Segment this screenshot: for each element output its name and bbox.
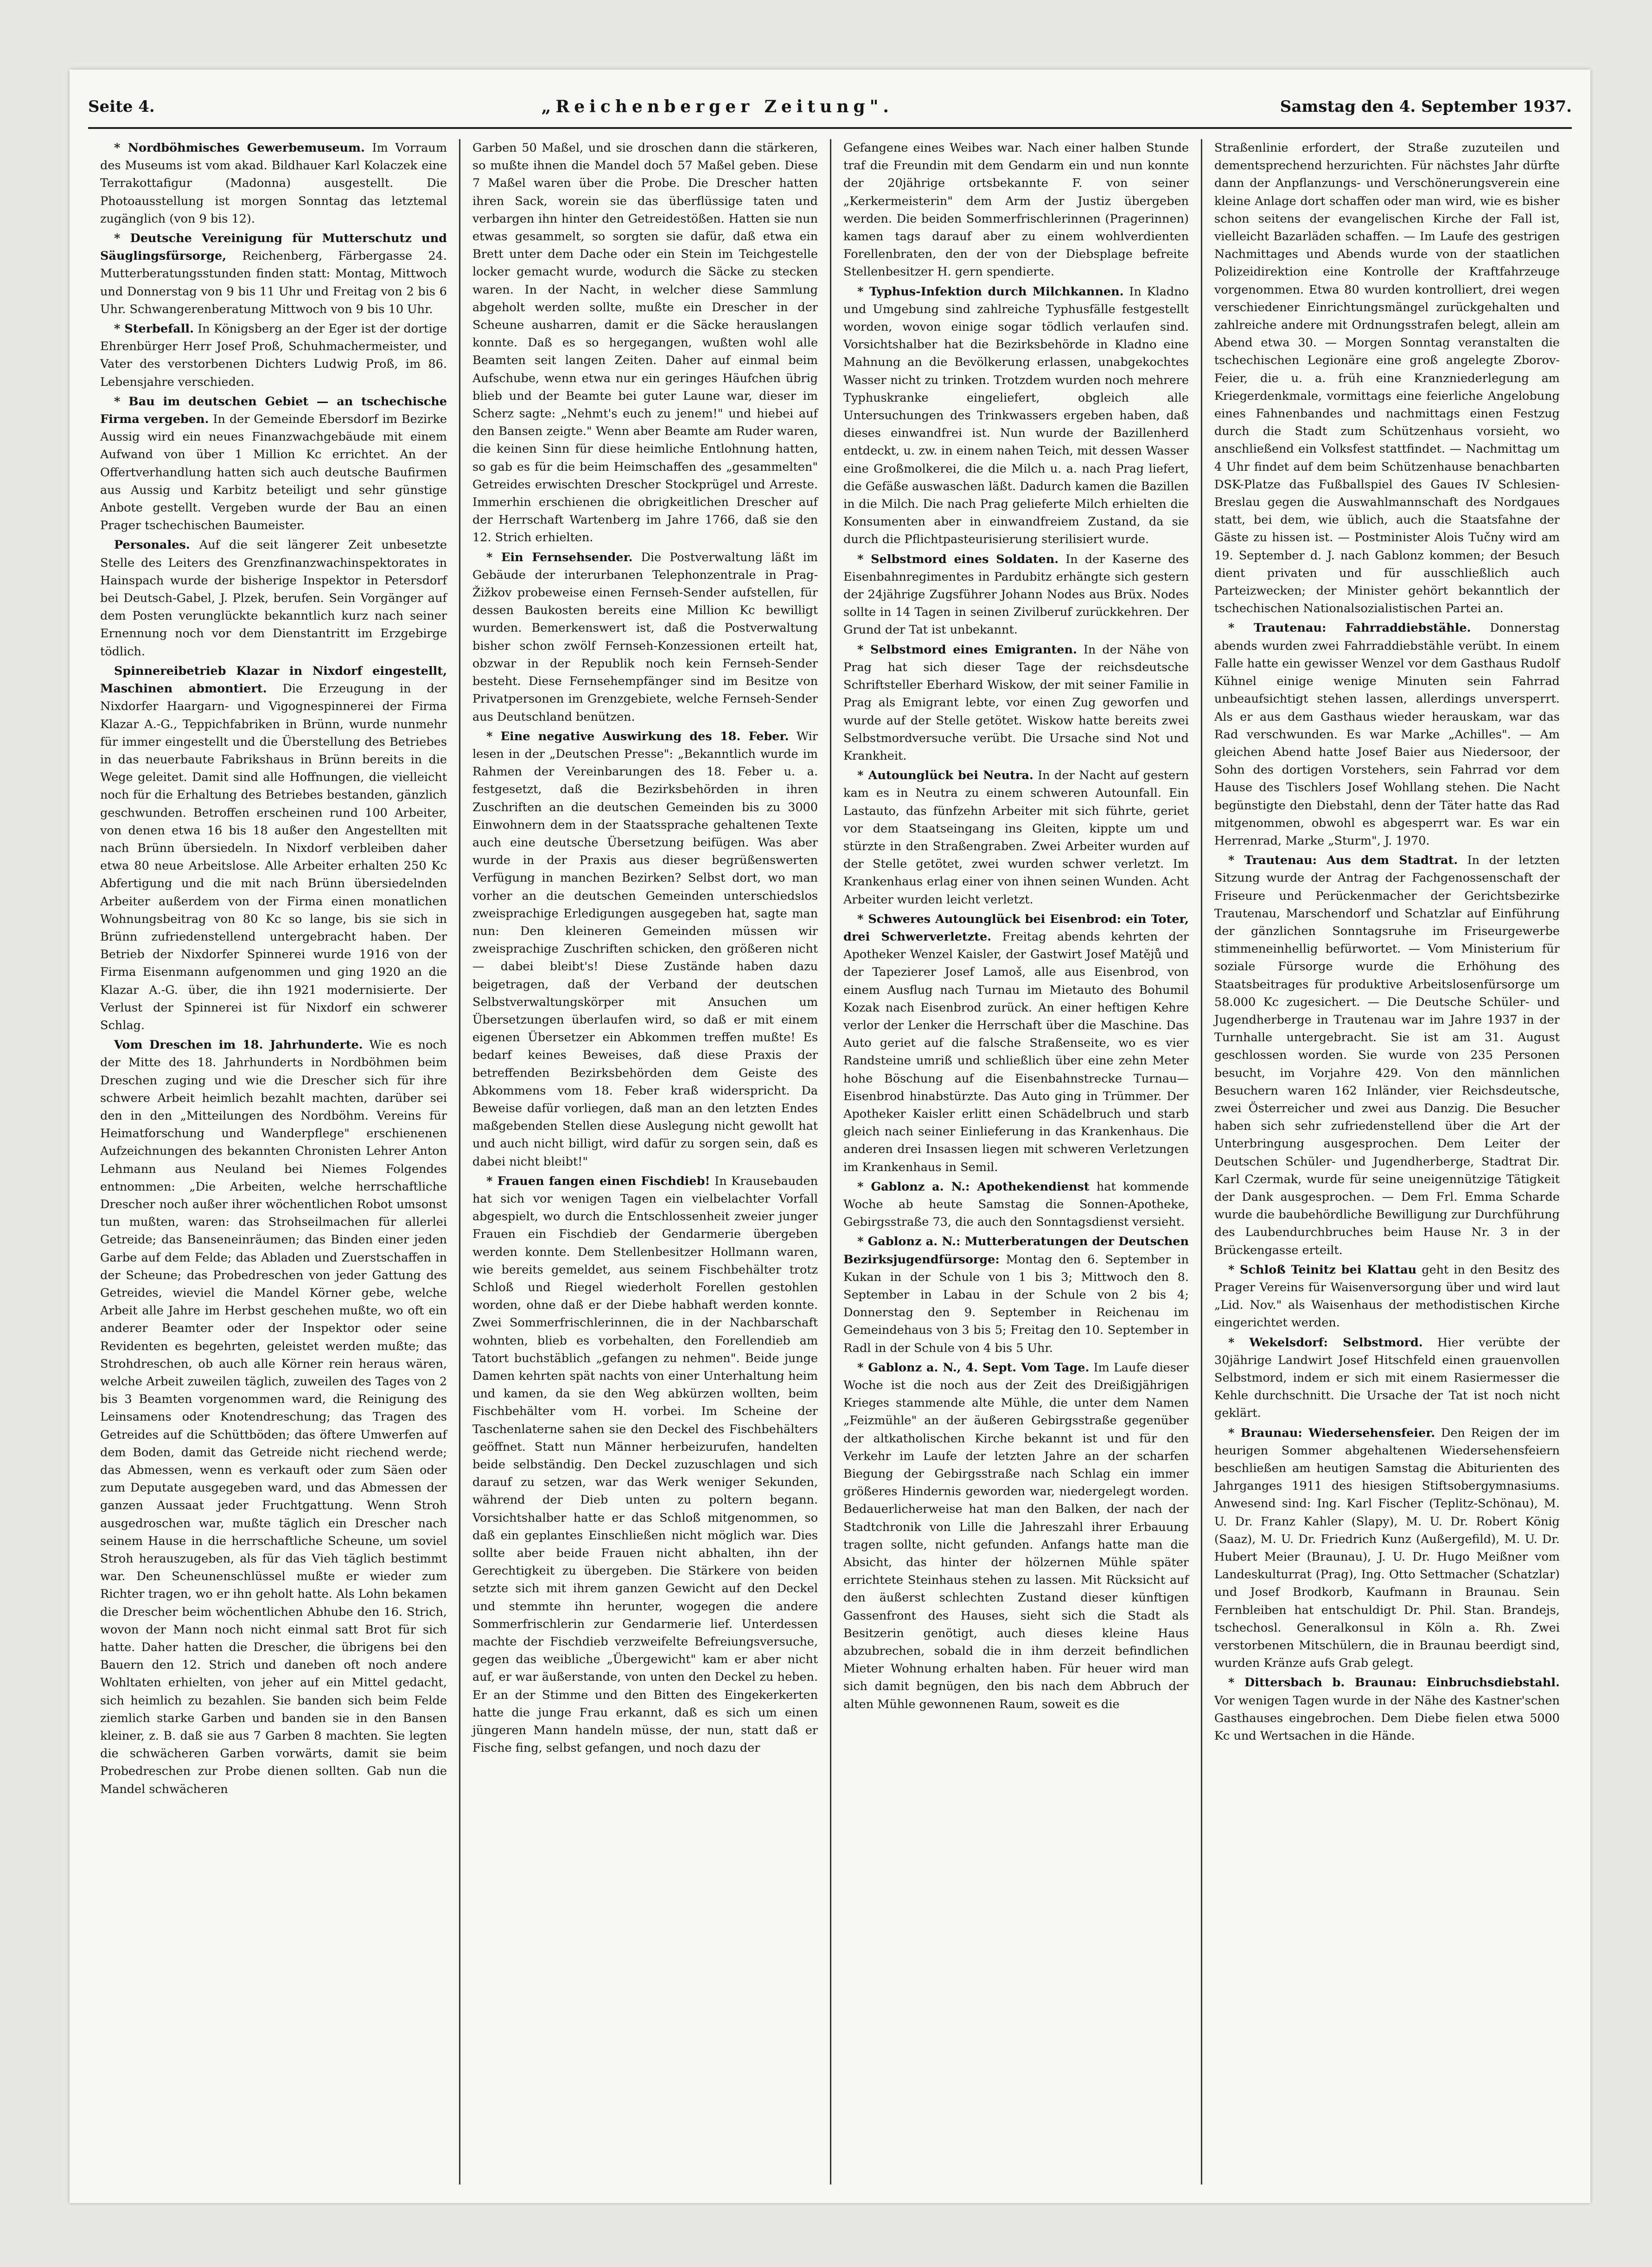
article-headline: * Trautenau: Fahrraddiebstähle. xyxy=(1228,621,1471,635)
news-article xyxy=(1214,1334,1560,1422)
article-body: Den Reigen der im heurigen Sommer abgehaltenen Wiedersehensfeiern beschließen am heutigen Samstag die Abiturienten des Jahrganges 1911 des hiesigen Stiftsobergymnasiums. Anwesend sind: Ing. Karl Fischer (Teplitz-Schönau), M. U. Dr. Franz Kahler (Slapy), M. U. Dr. Robert König (Saaz), M. U. Dr. Friedrich Kunz (Außergefild), M. U. Dr. Hubert Meier (Braunau), J. U. Dr. Hugo Meißner vom Landeskulturrat (Prag), Ing. Otto Settmacher (Schatzlar) und Josef Brodkorb, Kaufmann in Braunau. Sein Fernbleiben hat entschuldigt Dr. Phil. Stan. Brandejs, tschechosl. Generalkonsul in Köln a. Rh. Zwei verstorbenen Mitschülern, die in Braunau beerdigt sind, wurden Kränze aufs Grab gelegt. xyxy=(1214,1426,1560,1671)
news-article xyxy=(843,910,1189,1176)
article-headline: * Nordböhmisches Gewerbemuseum. xyxy=(114,141,365,155)
news-article xyxy=(472,549,818,726)
article-body: Die Erzeugung in der Nixdorfer Haargarn- und Vigognespinnerei der Firma Klazar A.-G., Teppichfabriken in Brünn, wurde nunmehr für immer eingestellt und die Überstellung des Betriebes in das neuerbaute Fabrikshaus in Brünn bereits in die Wege geleitet. Damit sind alle Hoffnungen, die vielleicht noch für die Erhaltung des Betriebes bestanden, gänzlich geschwunden. Betroffen erscheinen rund 100 Arbeiter, von denen etwa 16 bis 18 außer den Angestellten mit nach Brünn übersiedeln. In Nixdorf verbleiben daher etwa 80 neue Arbeitslose. Alle Arbeiter erhalten 250 Kc Abfertigung und die mit nach Brünn übersiedelnden Arbeiter außerdem von der Firma einen monatlichen Wohnungsbeitrag von 80 Kc so lange, bis sie sich in Brünn zufriedenstellend untergebracht haben. Der Betrieb der Nixdorfer Spinnerei wurde 1916 von der Firma Eisenmann aufgenommen und ging 1920 an die Klazar A.-G. über, die ihn 1921 modernisierte. Der Verlust der Spinnerei ist für Nixdorf ein schwerer Schlag. xyxy=(100,682,447,1032)
article-headline: * Gablonz a. N.: Apothekendienst xyxy=(857,1179,1090,1194)
news-article xyxy=(843,1233,1189,1357)
column-4 xyxy=(1201,139,1572,2184)
article-headline: * Frauen fangen einen Fischdieb! xyxy=(486,1174,710,1188)
article-body: In der Nähe von Prag hat sich dieser Tage der reichsdeutsche Schriftsteller Eberhard Wiskow, der mit seiner Familie in Prag als Emigrant lebte, vor einen Zug geworfen und wurde auf der Stelle getötet. Wiskow hatte bereits zwei Selbstmordversuche verübt. Die Ursache sind Not und Krankheit. xyxy=(843,642,1189,763)
column-3 xyxy=(830,139,1201,2184)
article-headline: * Braunau: Wiedersehensfeier. xyxy=(1228,1426,1435,1440)
article-headline: * Dittersbach b. Braunau: Einbruchsdiebstahl. xyxy=(1228,1676,1560,1690)
article-body: In der Kaserne des Eisenbahnregimentes in Pardubitz erhängte sich gestern der 24jährige Zugsführer Johann Nodes aus Brüx. Nodes sollte in 14 Tagen in seinen Zivilberuf zurückkehren. Der Grund der Tat ist unbekannt. xyxy=(843,552,1189,637)
news-article xyxy=(843,551,1189,639)
article-headline: * Typhus-Infektion durch Milchkannen. xyxy=(857,284,1124,299)
article-body: Wie es noch der Mitte des 18. Jahrhunderts in Nordböhmen beim Dreschen zuging und wie die Drescher sich für ihre schwere Arbeit heimlich bezahlt machten, darüber sei den in den „Mitteilungen des Nordböhm. Vereins für Heimatforschung und Wanderpflege" erschienenen Aufzeichnungen des bekannten Chronisten Lehrer Anton Lehmann aus Neuland bei Niemes Folgendes entnommen: „Die Arbeiten, welche herrschaftliche Drescher noch außer ihrer wöchentlichen Robot umsonst tun mußten, waren: das Strohseilmachen für allerlei Getreide; das Banseneinräumen; das Binden einer jeden Garbe auf dem Felde; das Abladen und Zuerstschaffen in der Scheune; das Probedreschen von jeder Gattung des Getreides, wieviel die Mandel Körner gebe, welche Arbeit alle Jahre im Herbst geschehen mußte, wo oft ein anderer Beamter oder der Inspektor oder seine Revidenten es begehrten, geleistet werden mußte; das Strohdreschen, ob auch alle Körner rein heraus wären, welche Arbeit zuweilen täglich, zuweilen des Tages von 2 bis 3 Beamten vorgenommen ward, die Reinigung des Leinsamens oder Knotendreschung; das Tragen des Getreides auf die Schüttböden; das öftere Umwerfen auf dem Boden, damit das Getreide nicht riechend werde; das Abmessen, wenn es verkauft oder zum Säen oder zum Deputate ausgegeben ward, und das Abmessen der ganzen Aussaat jeder Fruchtgattung. Wenn Stroh ausgedroschen war, mußte täglich ein Drescher nach seinem Hause in die herrschaftliche Scheune, um soviel Stroh herauszugeben, als für das Vieh täglich bestimmt war. Den Scheunenschlüssel mußte er wieder zum Richter tragen, wo er ihn geholt hatte. Als Lohn bekamen die Drescher beim wöchentlichen Abhube den 16. Strich, wovon der Mann noch nicht einmal satt Brot für sich hatte. Daher hatten die Drescher, die übrigens bei den Bauern den 12. Strich und daneben oft noch andere Wohltaten erhielten, von jeher auf ein Mittel gedacht, sich heimlich zu bezahlen. Sie banden sich beim Felde ziemlich starke Garben und banden sie in den Bansen kleiner, z. B. daß sie aus 7 Garben 8 machten. Sie legten die schwächeren Garben vorwärts, damit sie beim Probedreschen zur Probe dienen sollten. Gab nun die Mandel schwächeren xyxy=(100,1038,447,1796)
article-body: hat kommende Woche ab heute Samstag die Sonnen-Apotheke, Gebirgsstraße 73, die auch den Sonntagsdienst versieht. xyxy=(843,1179,1189,1230)
news-article xyxy=(100,1036,447,1798)
article-body: Hier verübte der 30jährige Landwirt Josef Hitschfeld einen grauenvollen Selbstmord, indem er sich mit einem Rasiermesser die Kehle durchschnitt. Die Ursache der Tat ist noch nicht geklärt. xyxy=(1214,1335,1560,1421)
column-1 xyxy=(88,139,459,2184)
article-headline: * Gablonz a. N.: Mutterberatungen der Deutschen Bezirksjugendfürsorge: xyxy=(843,1235,1189,1267)
news-article xyxy=(100,393,447,535)
news-article xyxy=(472,139,818,547)
article-headline: Spinnereibetrieb Klazar in Nixdorf eingestellt, Maschinen abmontiert. xyxy=(100,664,447,696)
article-headline: Vom Dreschen im 18. Jahrhunderte. xyxy=(114,1038,363,1052)
news-article xyxy=(100,230,447,318)
news-article xyxy=(1214,852,1560,1259)
article-headline: * Sterbefall. xyxy=(114,322,194,336)
newspaper-page xyxy=(70,70,1590,2203)
article-body: Montag den 6. September in Kukan in der Schule von 1 bis 3; Mittwoch den 8. September in Labau in der Schule von 2 bis 4; Donnerstag den 9. September in Reichenau im Gemeindehaus von 3 bis 5; Freitag den 10. September in Radl in der Schule von 4 bis 5 Uhr. xyxy=(843,1252,1189,1355)
news-article xyxy=(100,320,447,391)
news-article xyxy=(100,139,447,228)
news-article xyxy=(472,1172,818,1757)
article-body: Im Laufe dieser Woche ist die noch aus der Zeit des Dreißigjährigen Krieges stammende alte Mühle, die unter dem Namen „Feizmühle" an der äußeren Gebirgsstraße gegenüber der altkatholischen Kirche bekannt ist und für den Verkehr im Laufe der letzten Jahre an der scharfen Biegung der Gebirgsstraße nach Schlag ein immer größeres Hindernis geworden war, niedergelegt worden. Bedauerlicherweise hat man den Balken, der nach der Stadtchronik von Lille die Jahreszahl ihrer Erbauung tragen sollte, nicht gefunden. Anfangs hatte man die Absicht, das hinter der hölzernen Mühle später errichtete Steinhaus stehen zu lassen. Mit Rücksicht auf den äußerst schlechten Zustand dieser künftigen Gassenfront des Hauses, sieht sich die Stadt als Besitzerin genötigt, auch dieses kleine Haus abzubrechen, sobald die in ihm derzeit befindlichen Mieter Wohnung erhalten haben. Für heuer wird man sich damit begnügen, den bis nach dem Abbruch der alten Mühle gewonnenen Raum, soweit es die xyxy=(843,1360,1189,1711)
article-headline: * Trautenau: Aus dem Stadtrat. xyxy=(1228,853,1458,868)
article-body: Straßenlinie erfordert, der Straße zuzuteilen und dementsprechend herzurichten. Für nächstes Jahr dürfte dann der Anpflanzungs- und Verschönerungsverein eine kleine Anlage dort schaffen oder man wird, wie es bisher schon seitens der evangelischen Kirche der Fall ist, vielleicht Bazarläden schaffen. — Im Laufe des gestrigen Nachmittages und Abends wurde von der staatlichen Polizeidirektion eine Kontrolle der Kraftfahrzeuge vorgenommen. Etwa 80 wurden kontrolliert, drei wegen verschiedener Einrichtungsmängel zurückgehalten und zahlreiche andere mit Ordnungsstrafen belegt, allein am Abend etwa 30. — Morgen Sonntag veranstalten die tschechischen Legionäre eine groß angelegte Zborov-Feier, die u. a. früh eine Kranzniederlegung am Kriegerdenkmale, vormittags eine feierliche Angelobung eines Fahnenbandes und nachmittags einen Festzug durch die Stadt zum Schützenhaus vorsieht, wo anschließend ein Volksfest stattfindet. — Nachmittag um 4 Uhr findet auf dem beim Schützenhause benachbarten DSK-Platze das Fußballspiel des Gaues IV Schlesien-Breslau gegen die Auswahlmannschaft des Nordgaues statt, bei dem, wie üblich, auch die Staatsfahne der Gäste zu hissen ist. — Postminister Alois Tučny wird am 19. September d. J. nach Gablonz kommen; der Besuch dient privaten und für ausschließlich auch Parteizwecken; der Minister gehört bekanntlich der tschechischen Nationalsozialistischen Partei an. xyxy=(1214,141,1560,616)
article-body: Gefangene eines Weibes war. Nach einer halben Stunde traf die Freundin mit dem Gendarm ein und nun konnte der 20jährige ortsbekannte F. von seiner „Kerkermeisterin" dem Arm der Justiz übergeben werden. Die beiden Sommerfrischlerinnen (Pragerinnen) kamen tags darauf aber zu einem wohlverdienten Forellenbraten, den der von der Diebsplage befreite Stellenbesitzer H. gern spendierte. xyxy=(843,141,1189,279)
news-article xyxy=(843,1178,1189,1231)
article-body: In der Nacht auf gestern kam es in Neutra zu einem schweren Autounfall. Ein Lastauto, das fünfzehn Arbeiter mit sich führte, geriet vor dem Staatseingang ins Gleiten, kippte um und stürzte in den Straßengraben. Zwei Arbeiter wurden auf der Stelle getötet, zwei wurden schwer verletzt. Im Krankenhaus erlag einer von ihnen seinen Wunden. Acht Arbeiter wurden leicht verletzt. xyxy=(843,768,1189,907)
news-article xyxy=(100,536,447,660)
article-headline: * Deutsche Vereinigung für Mutterschutz und Säuglingsfürsorge, xyxy=(100,231,447,263)
article-body: Die Postverwaltung läßt im Gebäude der interurbanen Telephonzentrale in Prag-Žižkov probeweise einen Fernseh-Sender aufstellen, für dessen Baukosten bereits eine Million Kc bewilligt wurden. Bemerkenswert ist, daß die Postverwaltung bisher schon zwölf Fernseh-Konzessionen erteilt hat, obzwar in der Republik noch kein Fernseh-Sender besteht. Diese Fernsehempfänger sind im Besitze von Privatpersonen im Grenzgebiete, welche Fernseh-Sender aus Deutschland benützen. xyxy=(472,550,818,724)
news-article xyxy=(1214,1424,1560,1672)
news-article xyxy=(472,728,818,1171)
news-article xyxy=(1214,1261,1560,1332)
article-body: In Königsberg an der Eger ist der dortige Ehrenbürger Herr Josef Proß, Schuhmachermeister, und Vater des verstorbenen Dichters Ludwig Proß, im 86. Lebensjahre verschieden. xyxy=(100,322,447,389)
news-article xyxy=(1214,619,1560,850)
column-2 xyxy=(459,139,830,2184)
article-body: Im Vorraum des Museums ist vom akad. Bildhauer Karl Kolaczek eine Terrakottafigur (Madonna) ausgestellt. Die Photoausstellung ist morgen Sonntag das letztemal zugänglich (von 9 bis 12). xyxy=(100,141,447,226)
article-body: Reichenberg, Färbergasse 24. Mutterberatungsstunden finden statt: Montag, Mittwoch und Donnerstag von 9 bis 11 Uhr und Freitag von 2 bis 6 Uhr. Schwangerenberatung Mittwoch von 9 bis 10 Uhr. xyxy=(100,249,447,316)
masthead xyxy=(88,88,1572,125)
news-article xyxy=(843,641,1189,765)
article-body: Vor wenigen Tagen wurde in der Nähe des Kastner'schen Gasthauses eingebrochen. Dem Diebe fielen etwa 5000 Kc und Wertsachen in die Hände. xyxy=(1214,1693,1560,1743)
article-body: geht in den Besitz des Prager Vereins für Waisenversorgung über und wird laut „Lid. Nov." als Waisenhaus der methodistischen Kirche eingerichtet werden. xyxy=(1214,1262,1560,1330)
issue-date: Samstag den 4. September 1937. xyxy=(1280,97,1572,116)
article-body: In der Gemeinde Ebersdorf im Bezirke Aussig wird ein neues Finanzwachgebäude mit einem Aufwand von über 1 Million Kc errichtet. An der Offertverhandlung hatten sich auch deutsche Baufirmen aus Aussig und Karbitz beteiligt und sehr günstige Anbote gestellt. Vergeben wurde der Bau an einen Prager tschechischen Baumeister. xyxy=(100,412,447,533)
article-headline: * Selbstmord eines Soldaten. xyxy=(857,552,1059,566)
masthead-rule xyxy=(88,127,1572,129)
article-headline: * Eine negative Auswirkung des 18. Feber. xyxy=(486,729,789,743)
article-headline: * Ein Fernsehsender. xyxy=(486,550,633,564)
article-headline: * Selbstmord eines Emigranten. xyxy=(857,642,1077,657)
news-article xyxy=(100,662,447,1034)
article-headline: * Autounglück bei Neutra. xyxy=(857,768,1033,783)
article-body: In der letzten Sitzung wurde der Antrag der Fachgenossenschaft der Friseure und Perückenmacher der Gerichtsbezirke Trautenau, Marschendorf und Schatzlar auf Einführung der gänzlichen Sonntagsruhe im Friseurgewerbe stimmeneinhellig befürwortet. — Vom Ministerium für soziale Fürsorge wurde die Erhöhung des Staatsbeitrages für produktive Arbeitslosenfürsorge um 58.000 Kc zugesichert. — Die Deutsche Schüler- und Jugendherberge in Trautenau war im Jahre 1937 in der Turnhalle untergebracht. Sie ist am 31. August geschlossen worden. Sie wurde von 235 Personen besucht, im Vorjahre 429. Von den männlichen Besuchern waren 162 Inländer, vier Reichsdeutsche, zwei Österreicher und zwei aus Danzig. Die Besucher haben sich sehr zufriedenstellend über die Art der Unterbringung ausgesprochen. Dem Leiter der Deutschen Schüler- und Jugendherberge, Stadtrat Dir. Karl Czermak, wurde für seine uneigennützige Tätigkeit der Dank ausgesprochen. — Dem Frl. Emma Scharde wurde die baubehördliche Bewilligung zur Durchführung des Laubendurchbruches beim Hause Nr. 3 in der Brückengasse erteilt. xyxy=(1214,853,1560,1257)
news-article xyxy=(843,139,1189,281)
article-body: Garben 50 Maßel, und sie droschen dann die stärkeren, so mußte ihnen die Mandel doch 57 Maßel geben. Diese 7 Maßel waren über die Probe. Die Drescher hatten ihren Sack, worein sie das überflüssige taten und verbargen ihn hinter den Getreidestößen. Hatten sie nun etwas gesammelt, so sorgten sie dafür, daß etwa ein Brett unter dem Dache oder ein Stein im Teichgestelle locker gemacht wurde, wodurch die Säcke zu stecken waren. In der Nacht, in welcher diese Sammlung abgeholt werden sollte, mußte ein Drescher in der Scheune ausharren, damit er die Säcke herauslangen konnte. Daß es so hergegangen, wußten wohl alle Beamten seit langen Zeiten. Daher auf einmal beim Aufschube, wenn etwa nur ein geringes Häufchen übrig blieb und der Beamte bei guter Laune war, dieser im Scherz sagte: „Nehmt's euch zu jenem!" und hiebei auf den Bansen zeigte." Wenn aber Beamte am Ruder waren, die keinen Sinn für diese heimliche Entlohnung hatten, so gab es für die beim Heimschaffen des „gesammelten" Getreides erwischten Drescher Stockprügel und Arreste. Immerhin erschienen die obrigkeitlichen Drescher auf der Herrschaft Wartenberg im Jahre 1766, daß sie den 12. Strich erhielten. xyxy=(472,141,818,545)
article-body: In Kladno und Umgebung sind zahlreiche Typhusfälle festgestellt worden, wovon einige sogar tödlich verlaufen sind. Vorsichtshalber hat die Bezirksbehörde in Kladno eine Mahnung an die Bevölkerung erlassen, unabgekochtes Wasser nicht zu trinken. Trotzdem wurden noch mehrere Typhuskranke eingeliefert, obgleich alle Untersuchungen des Trinkwassers ergeben haben, daß dieses einwandfrei ist. Nun wurde der Bazillenherd entdeckt, u. zw. in einem nahen Teich, mit dessen Wasser eine Großmolkerei, die die Milch u. a. nach Prag liefert, die Gefäße auswaschen läßt. Dadurch kamen die Bazillen in die Milch. Die nach Prag gelieferte Milch erhielten die Konsumenten aber in einwandfreiem Zustand, da sie durch die Pflichtpasteurisierung sterilisiert wurde. xyxy=(843,284,1189,547)
text-columns xyxy=(88,139,1572,2184)
article-headline: * Schweres Autounglück bei Eisenbrod: ein Toter, drei Schwerverletzte. xyxy=(843,912,1189,944)
news-article xyxy=(843,1359,1189,1713)
news-article xyxy=(843,283,1189,549)
news-article xyxy=(1214,139,1560,617)
article-headline: Personales. xyxy=(114,538,190,552)
article-body: In Krausebauden hat sich vor wenigen Tagen ein vielbelachter Vorfall abgespielt, wo durch die Entschlossenheit zweier junger Frauen ein Fischdieb der Gendarmerie übergeben werden konnte. Dem Stellenbesitzer Hollmann waren, wie bereits gemeldet, aus seinem Fischbehälter trotz Schloß und Riegel wiederholt Forellen gestohlen worden, ohne daß er der Diebe habhaft werden konnte. Zwei Sommerfrischlerinnen, die in der Nachbarschaft wohnten, blieb es vorbehalten, den Forellendieb am Tatort buchstäblich „gefangen zu nehmen". Beide junge Damen kehrten spät nachts von einer Unterhaltung heim und kamen, da sie den Weg abkürzen wollten, beim Fischbehälter vom H. vorbei. Im Scheine der Taschenlaterne sahen sie den Deckel des Fischbehälters geöffnet. Statt nun Männer herbeizurufen, handelten beide selbständig. Den Deckel zuzuschlagen und sich darauf zu setzen, war das Werk weniger Sekunden, während der Dieb unten zu poltern begann. Vorsichtshalber hatte er das Schloß mitgenommen, so daß ein geplantes Einschließen nicht möglich war. Dies sollte aber beide Frauen nicht abhalten, ihn der Gerechtigkeit zu übergeben. Die Stärkere von beiden setzte sich mit ihrem ganzen Gewicht auf den Deckel und stemmte ihn herunter, wogegen die andere Sommerfrischlerin zur Gendarmerie lief. Unterdessen machte der Fischdieb verzweifelte Befreiungsversuche, gegen das weibliche „Übergewicht" kam er aber nicht auf, er war äußerstande, von unten den Deckel zu heben. Er an der Stimme und den Bitten des Eingekerkerten hatte die junge Frau erkannt, daß es sich um einen jüngeren Mann handeln müsse, der nun, statt daß er Fische fing, selbst gefangen, und noch dazu der xyxy=(472,1174,818,1755)
article-body: Donnerstag abends wurden zwei Fahrraddiebstähle verübt. In einem Falle hatte ein gewisser Wenzel vor dem Gasthaus Rudolf Kühnel einige wenige Minuten sein Fahrrad unbeaufsichtigt stehen lassen, allerdings unversperrt. Als er aus dem Gasthaus wieder herauskam, war das Rad verschwunden. Es war Marke „Achilles". — Am gleichen Abend hatte Josef Baier aus Niedersoor, der Sohn des dortigen Vorstehers, sein Fahrrad vor dem Hause des Tischlers Josef Wohllang stehen. Die Nacht begünstigte den Diebstahl, denn der Täter hatte das Rad mitgenommen, obwohl es abgesperrt war. Es war ein Herrenrad, Marke „Sturm", J. 1970. xyxy=(1214,621,1560,848)
article-body: Wir lesen in der „Deutschen Presse": „Bekanntlich wurde im Rahmen der Vereinbarungen des 18. Feber u. a. festgesetzt, daß die Bezirksbehörden in ihren Zuschriften an die deutschen Gemeinden bis zu 3000 Einwohnern dem in der Staatssprache gehaltenen Texte auch eine deutsche Übersetzung beifügen. Was aber wurde in der Praxis aus dieser begrüßenswerten Verfügung in manchen Bezirken? Selbst dort, wo man vorher an die deutschen Gemeinden unterschiedslos zweisprachige Erledigungen ausgegeben hat, sagte man nun: Den kleineren Gemeinden müssen wir zweisprachige Zuschriften schicken, den größeren nicht — dabei bleibt's! Diese Zustände haben dazu beigetragen, daß der Verband der deutschen Selbstverwaltungskörper mit Ansuchen um Übersetzungen überlaufen wird, so daß er mit einem eigenen Übersetzer ein Abkommen treffen mußte! Es bedarf keines Beweises, daß diese Praxis der betreffenden Bezirksbehörden dem Geiste des Abkommens vom 18. Feber kraß widerspricht. Da Beweise dafür vorliegen, daß man an den letzten Endes maßgebenden Stellen diese Auslegung nicht gewollt hat und auch nicht billigt, wird dafür zu sorgen sein, daß es dabei nicht bleibt!" xyxy=(472,729,818,1169)
article-headline: * Bau im deutschen Gebiet — an tschechische Firma vergeben. xyxy=(100,394,447,427)
article-headline: * Gablonz a. N., 4. Sept. Vom Tage. xyxy=(857,1360,1090,1375)
newspaper-title: „Reichenberger Zeitung". xyxy=(541,97,893,116)
article-headline: * Schloß Teinitz bei Klattau xyxy=(1228,1262,1417,1277)
article-body: Auf die seit längerer Zeit unbesetzte Stelle des Leiters des Grenzfinanzwachinspektorates in Hainspach wurde der bisherige Inspektor in Petersdorf bei Deutsch-Gabel, J. Plzek, berufen. Sein Vorgänger auf dem Posten verunglückte bekanntlich kurz nach seiner Ernennung noch vor dem Dienstantritt im Erzgebirge tödlich. xyxy=(100,538,447,659)
article-body: Freitag abends kehrten der Apotheker Wenzel Kaisler, der Gastwirt Josef Matějů und der Tapezierer Josef Lamoš, alle aus Eisenbrod, von einem Ausflug nach Turnau im Mietauto des Bohumil Kozak nach Eisenbrod zurück. An einer heftigen Kehre verlor der Lenker die Herrschaft über die Maschine. Das Auto geriet auf die falsche Straßenseite, wo es vier Randsteine umriß und schließlich über eine zehn Meter hohe Böschung auf die Eisenbahnstrecke Turnau—Eisenbrod hinabstürzte. Das Auto ging in Trümmer. Der Apotheker Kaisler erlitt einen Schädelbruch und starb gleich nach seiner Einlieferung in das Krankenhaus. Die anderen drei Insassen liegen mit schweren Verletzungen im Krankenhaus in Semil. xyxy=(843,929,1189,1174)
news-article xyxy=(1214,1674,1560,1745)
article-headline: * Wekelsdorf: Selbstmord. xyxy=(1228,1335,1423,1350)
news-article xyxy=(843,767,1189,909)
page-number: Seite 4. xyxy=(88,97,155,116)
